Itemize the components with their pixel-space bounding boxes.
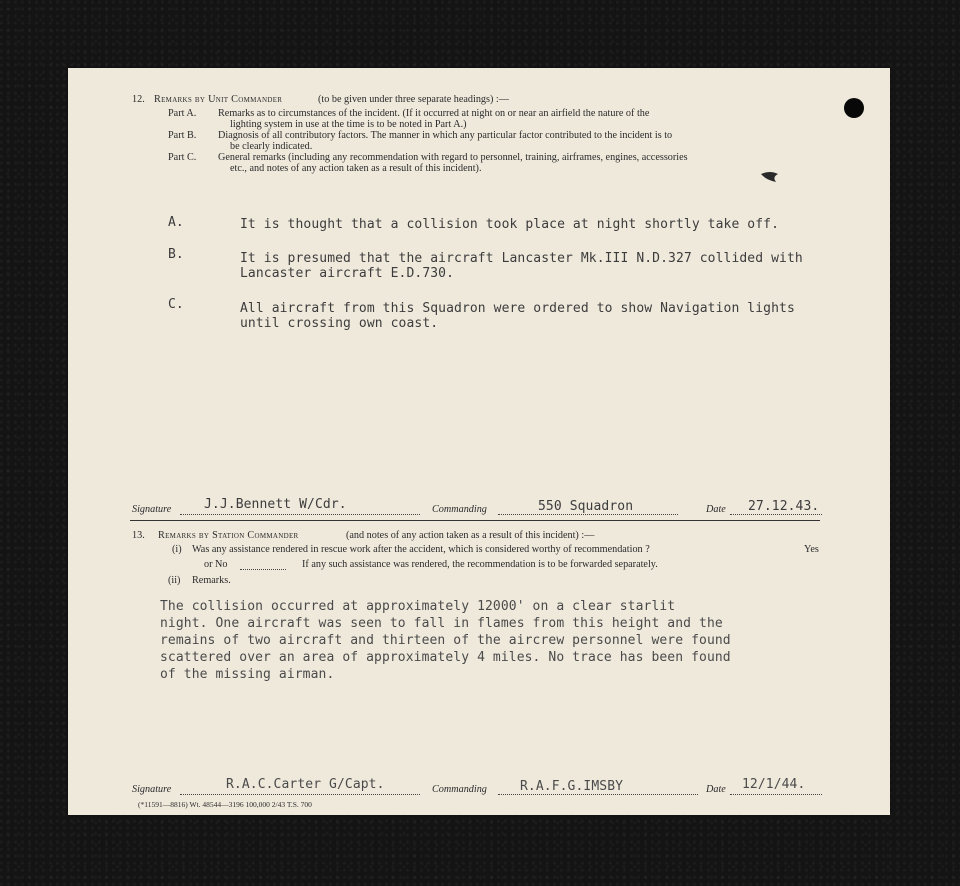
section-12-number: 12. xyxy=(132,94,145,105)
section-divider xyxy=(130,520,820,521)
part-b-label: Part B. xyxy=(168,130,197,141)
signature-value-1: J.J.Bennett W/Cdr. xyxy=(204,497,347,512)
item-i-yes: Yes xyxy=(804,544,819,555)
station-remark-line-4: scattered over an area of approximately 4 miles. No trace has been found xyxy=(160,650,731,665)
remark-a-label: A. xyxy=(168,215,184,230)
date-value-1: 27.12.43. xyxy=(748,499,820,514)
remark-c-text-1: All aircraft from this Squadron were ordered to show Navigation lights xyxy=(240,301,795,316)
part-c-text-2: etc., and notes of any action taken as a result of this incident). xyxy=(230,163,482,174)
remark-b-text-2: Lancaster aircraft E.D.730. xyxy=(240,266,455,281)
document-page xyxy=(68,68,890,815)
part-a-text-2: lighting system in use at the time is to be noted in Part A.) xyxy=(230,119,467,130)
item-ii-label: (ii) xyxy=(168,575,181,586)
item-i-question: Was any assistance rendered in rescue work after the accident, which is considered worthy of recommendation ? xyxy=(192,544,650,555)
or-no-line xyxy=(240,569,286,570)
station-remark-line-2: night. One aircraft was seen to fall in flames from this height and the xyxy=(160,616,723,631)
date-label-1: Date xyxy=(706,504,726,515)
section-13-number: 13. xyxy=(132,530,145,541)
date-value-2: 12/1/44. xyxy=(742,777,806,792)
date-line-2 xyxy=(730,794,822,795)
date-label-2: Date xyxy=(706,784,726,795)
section-13-heading-note: (and notes of any action taken as a result of this incident) :— xyxy=(346,530,595,541)
commanding-label-1: Commanding xyxy=(432,504,487,515)
section-12-heading: Remarks by Unit Commander xyxy=(154,94,283,105)
ink-mark-icon xyxy=(758,168,784,186)
part-a-label: Part A. xyxy=(168,108,197,119)
commanding-value-2: R.A.F.G.IMSBY xyxy=(520,779,624,794)
signature-line-1 xyxy=(180,514,420,515)
item-ii-text: Remarks. xyxy=(192,575,231,586)
remark-c-label: C. xyxy=(168,297,184,312)
item-i-note: If any such assistance was rendered, the recommendation is to be forwarded separately. xyxy=(302,559,658,570)
station-remark-line-1: The collision occurred at approximately 12000' on a clear starlit xyxy=(160,599,676,614)
part-c-text-1: General remarks (including any recommendation with regard to personnel, training, airframes, engines, accessories xyxy=(218,152,688,163)
remark-b-label: B. xyxy=(168,247,184,262)
part-c-label: Part C. xyxy=(168,152,197,163)
section-12-heading-note: (to be given under three separate headings) :— xyxy=(318,94,509,105)
signature-label-1: Signature xyxy=(132,504,172,515)
print-code: (*11591—8816) Wt. 48544—3196 100,000 2/43 T.S. 700 xyxy=(138,800,312,809)
part-a-text-1: Remarks as to circumstances of the incident. (If it occurred at night on or near an airfield the nature of the xyxy=(218,108,650,119)
signature-value-2: R.A.C.Carter G/Capt. xyxy=(226,777,385,792)
part-b-text-1: Diagnosis of all contributory factors. The manner in which any particular factor contributed to the incident is to xyxy=(218,130,673,141)
section-13-heading: Remarks by Station Commander xyxy=(158,530,299,541)
part-b-text-2: be clearly indicated. xyxy=(230,141,313,152)
station-remark-line-5: of the missing airman. xyxy=(160,667,335,682)
item-i-label: (i) xyxy=(172,544,182,555)
signature-label-2: Signature xyxy=(132,784,172,795)
commanding-label-2: Commanding xyxy=(432,784,487,795)
punch-hole xyxy=(844,98,864,118)
item-i-or-no: or No xyxy=(204,559,228,570)
station-remark-line-3: remains of two aircraft and thirteen of the aircrew personnel were found xyxy=(160,633,731,648)
remark-a-text: It is thought that a collision took place at night shortly take off. xyxy=(240,217,780,232)
commanding-value-1: 550 Squadron xyxy=(538,499,634,514)
remark-b-text-1: It is presumed that the aircraft Lancaster Mk.III N.D.327 collided with xyxy=(240,251,803,266)
signature-line-2 xyxy=(180,794,420,795)
remark-c-text-2: until crossing own coast. xyxy=(240,316,439,331)
